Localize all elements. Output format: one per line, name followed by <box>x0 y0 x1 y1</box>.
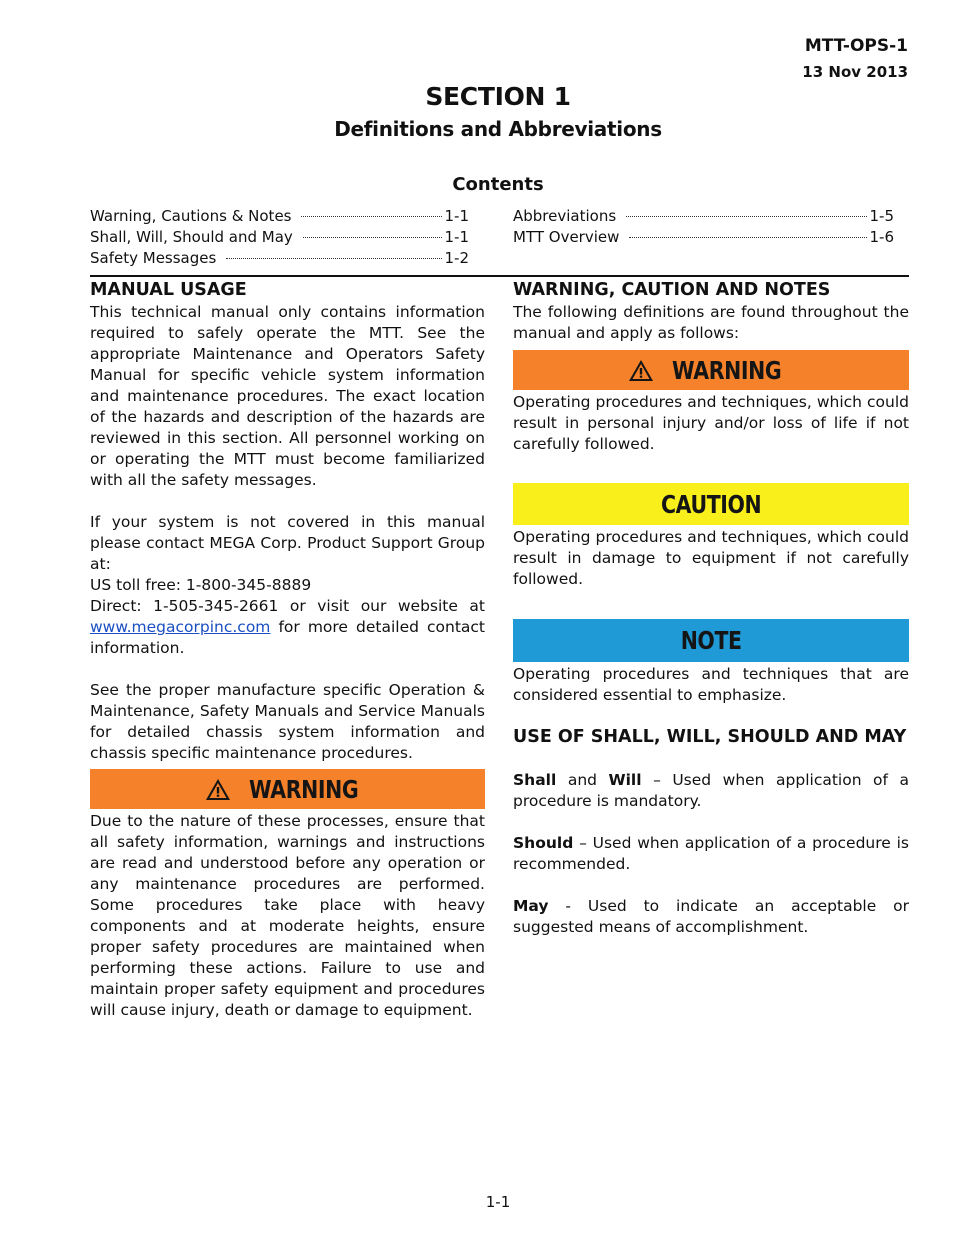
warning-banner <box>90 769 485 809</box>
left-column <box>90 279 485 1021</box>
toc-leader <box>626 216 866 217</box>
warning-label: WARNING <box>672 355 782 385</box>
warning-label: WARNING <box>248 774 359 804</box>
manual-usage-paragraph: This technical manual only contains information required to safely operate the MTT. See the appropriate Maintenance and Operators Safety Manual for specific vehicle system information and maintenance procedures. The exact location of the hazards and description of the hazards are reviewed in this section. All personnel working on or operating the MTT must become familiarized with all the safety messages. <box>90 303 485 489</box>
toc-entry[interactable] <box>513 227 894 248</box>
direct-number: Direct: 1-505-345-2661 or visit our website at <box>90 597 485 615</box>
should-term: Should <box>513 834 574 852</box>
note-definition: Operating procedures and techniques that are considered essential to emphasize. <box>513 665 909 704</box>
should-definition: Should – Used when application of a procedure is recommended. <box>513 834 909 873</box>
caution-banner <box>513 483 909 525</box>
toc-entry[interactable] <box>513 206 894 227</box>
page-number: 1-1 <box>485 1193 511 1211</box>
document-id: MTT-OPS-1 <box>804 36 908 56</box>
warning-definition: Operating procedures and techniques, which could result in personal injury and/or loss of life if not carefully followed. <box>513 393 909 453</box>
toc-entry[interactable] <box>90 206 469 227</box>
note-banner <box>513 619 909 662</box>
toc-label: MTT Overview <box>513 228 620 246</box>
manufacturer-paragraph: See the proper manufacture specific Operation & Maintenance, Safety Manuals and Service Manuals for detailed chassis system information and chassis specific maintenance procedures. <box>90 681 485 762</box>
section-subtitle: Definitions and Abbreviations <box>334 117 662 141</box>
caution-definition: Operating procedures and techniques, which could result in damage to equipment if not carefully followed. <box>513 528 909 588</box>
warning-banner <box>513 350 909 390</box>
toc-label: Warning, Cautions & Notes <box>90 207 292 225</box>
support-intro: If your system is not covered in this manual please contact MEGA Corp. Product Support Group at: <box>90 513 485 573</box>
shall-term: Shall <box>513 771 557 789</box>
toc-leader <box>303 237 442 238</box>
shall-heading: USE OF SHALL, WILL, SHOULD AND MAY <box>513 727 907 747</box>
will-term: Will <box>608 771 642 789</box>
warning-triangle-icon <box>628 359 654 382</box>
toc-label: Abbreviations <box>513 207 617 225</box>
warning-paragraph: Due to the nature of these processes, ensure that all safety information, warnings and instructions are read and understood before any operation or any maintenance procedures are performed. Some procedures take place with heavy components and at moderate heights, ensure proper safety procedures are maintained when performing these actions. Failure to use and maintain proper safety equipment and procedures will cause injury, death or damage to equipment. <box>90 812 485 1019</box>
toc-label: Shall, Will, Should and May <box>90 228 293 246</box>
document-date: 13 Nov 2013 <box>802 63 908 81</box>
toc-entry[interactable] <box>90 227 469 248</box>
toc-page: 1-1 <box>444 228 469 246</box>
toll-free-number: US toll free: 1-800-345-8889 <box>90 576 312 594</box>
contents-title: Contents <box>452 174 544 195</box>
right-column <box>513 279 909 938</box>
toc-leader <box>301 216 441 217</box>
toc-page: 1-1 <box>444 207 469 225</box>
wcn-heading: WARNING, CAUTION AND NOTES <box>513 280 831 300</box>
toc-leader <box>226 258 441 259</box>
may-term: May <box>513 897 549 915</box>
may-definition: May - Used to indicate an acceptable or suggested means of accomplishment. <box>513 897 909 936</box>
toc-page: 1-5 <box>869 207 894 225</box>
toc-page: 1-2 <box>444 249 469 267</box>
warning-triangle-icon <box>205 778 231 801</box>
support-paragraph <box>90 512 485 659</box>
section-title: SECTION 1 <box>425 82 571 111</box>
toc-page: 1-6 <box>869 228 894 246</box>
toc-leader <box>629 237 866 238</box>
wcn-intro: The following definitions are found throughout the manual and apply as follows: <box>513 303 909 342</box>
toc-right-column <box>513 206 894 248</box>
caution-label: CAUTION <box>660 489 762 519</box>
note-label: NOTE <box>680 626 742 655</box>
manual-usage-heading: MANUAL USAGE <box>90 280 247 300</box>
website-link[interactable]: www.megacorpinc.com <box>90 618 271 636</box>
shall-definition: Shall and Will – Used when application of a procedure is mandatory. <box>513 771 910 810</box>
section-divider <box>90 275 909 277</box>
toc-left-column <box>90 206 469 269</box>
support-outro: for more detailed contact information. <box>90 618 485 657</box>
toc-entry[interactable] <box>90 248 469 269</box>
toc-label: Safety Messages <box>90 249 217 267</box>
